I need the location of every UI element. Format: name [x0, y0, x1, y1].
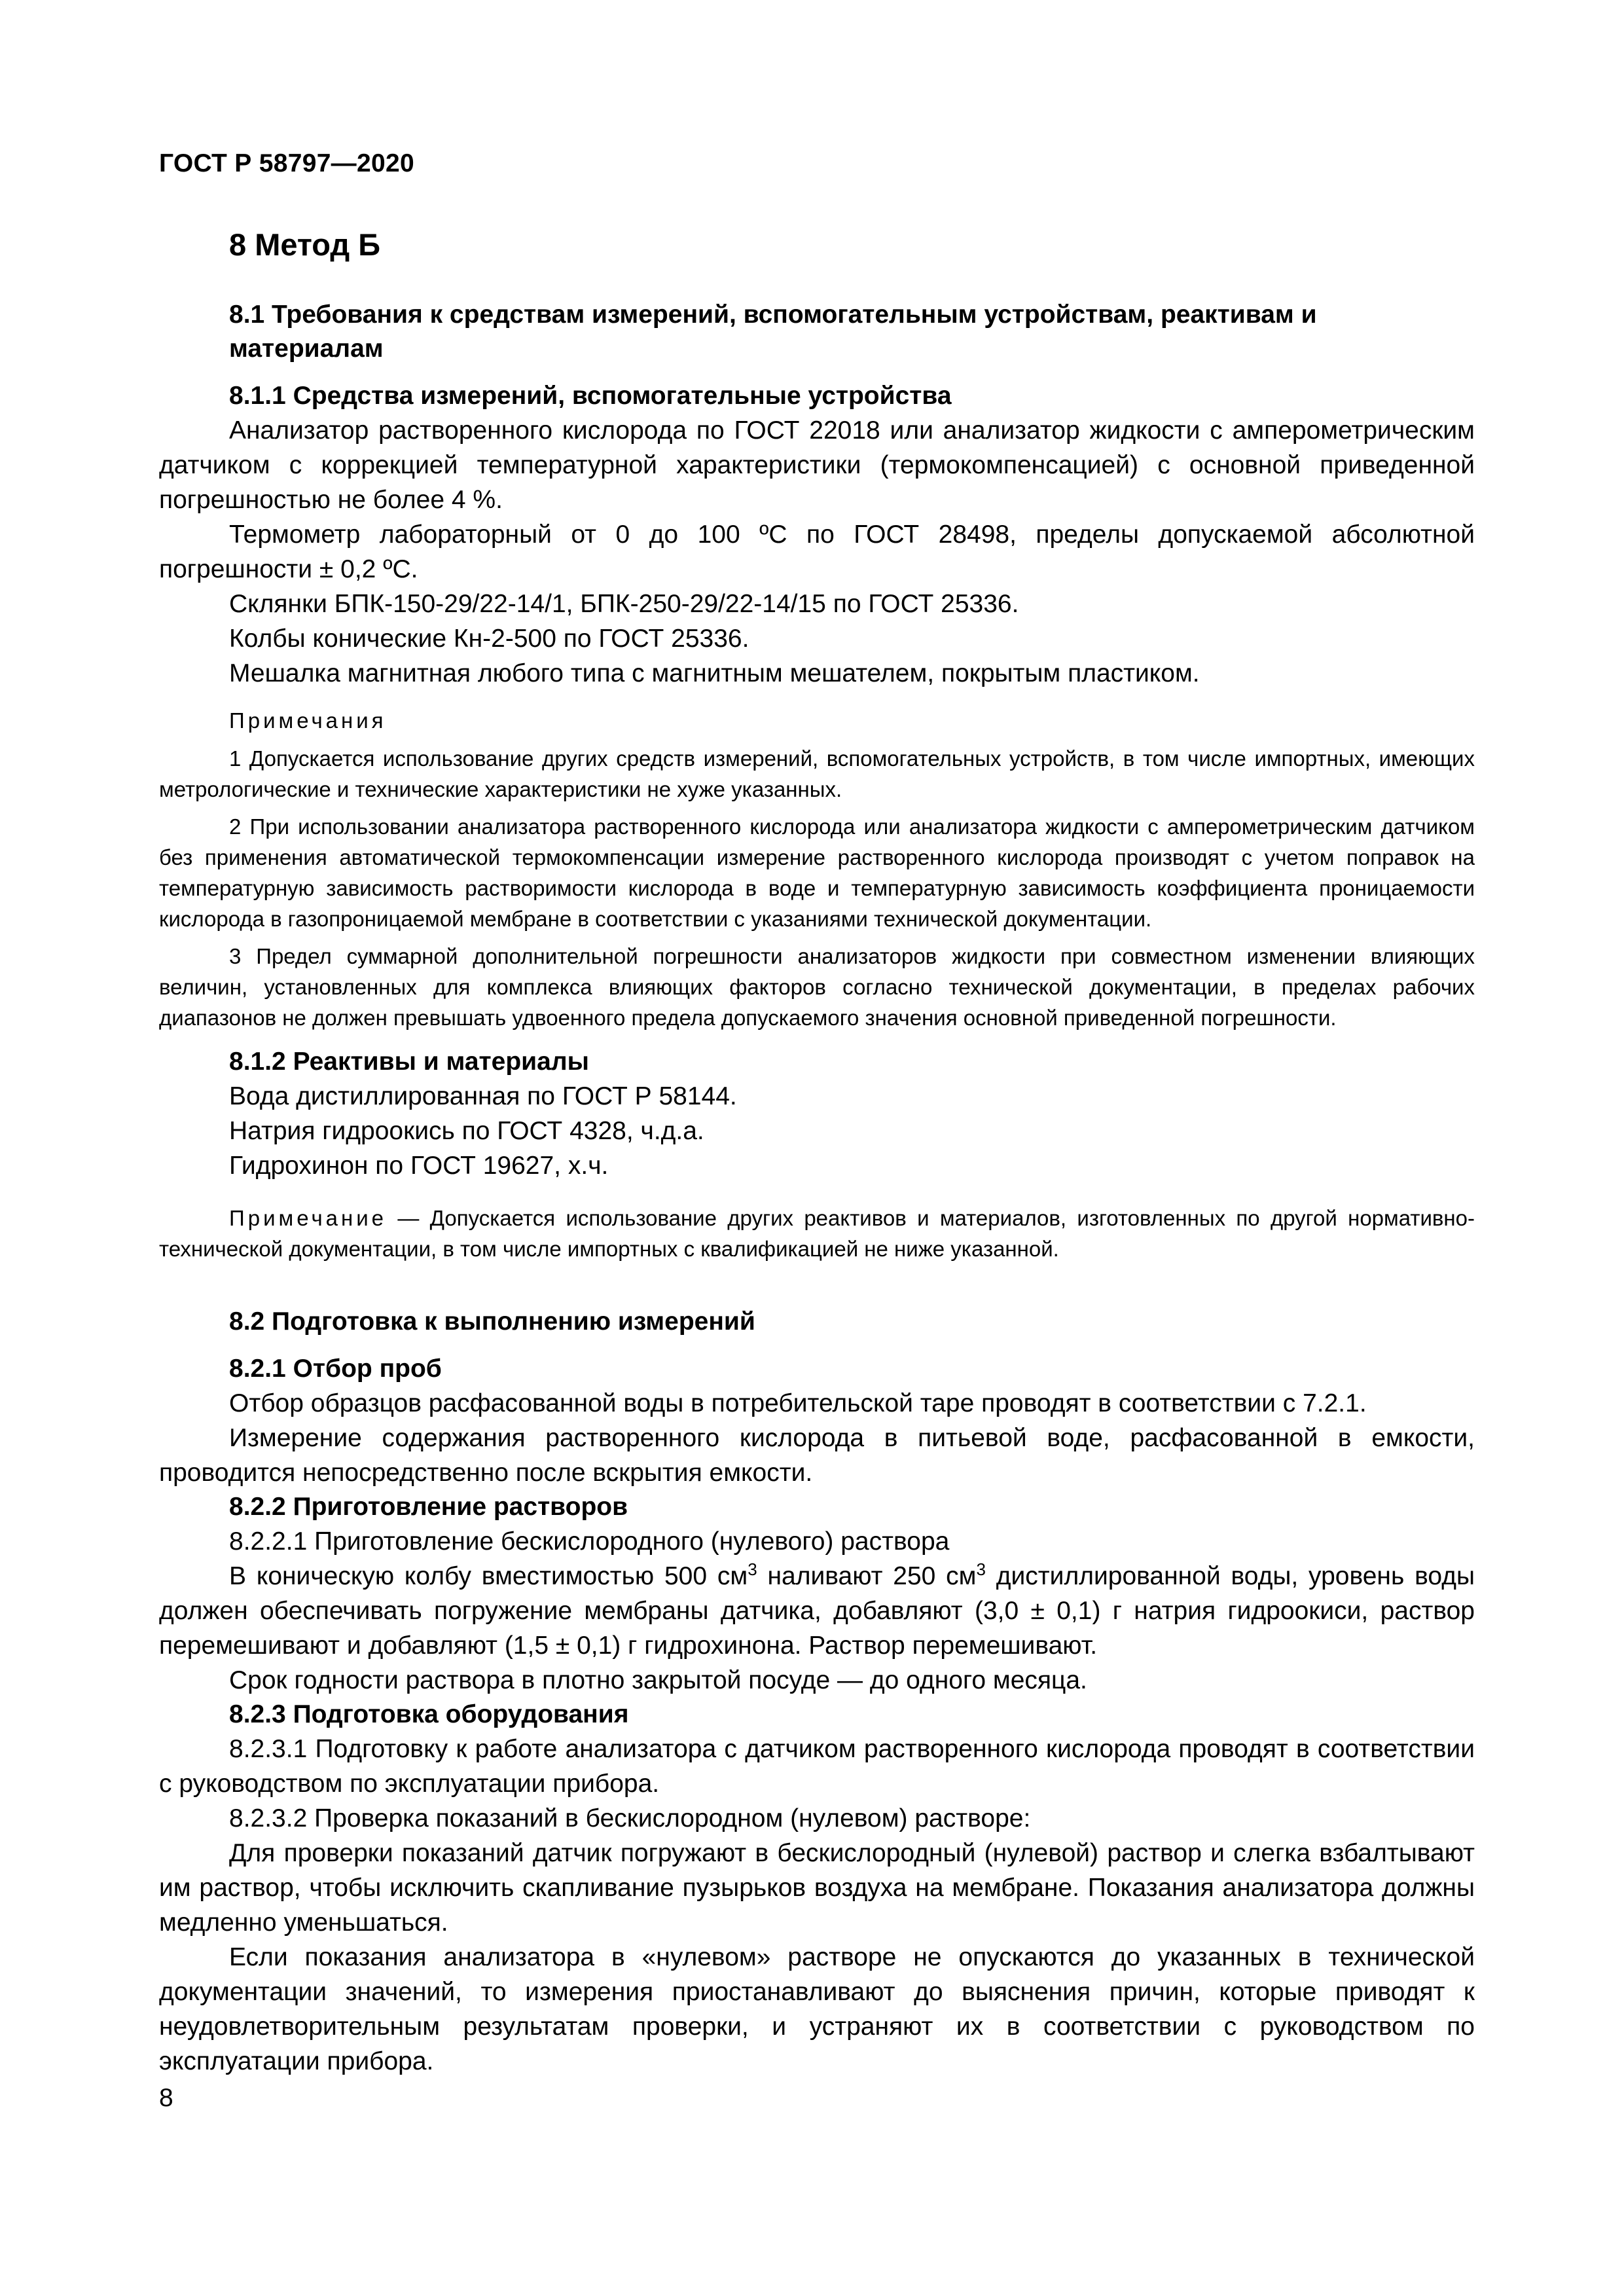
- section-8-1-1-title: 8.1.1 Средства измерений, вспомогательные устройства: [229, 382, 952, 410]
- note-label: Примечание: [229, 1206, 388, 1230]
- solution-prep-part-c: дистиллированной воды, уровень воды должен обеспечивать погружение мембраны датчика, добавляют (3,0 ± 0,1) г натрия гидроокиси, раствор перемешивают и добавляют (1,5 ± 0,1) г гидрохинона. Раствор перемешивают.: [159, 1562, 1475, 1660]
- paragraph-thermometer: Термометр лабораторный от 0 до 100 ºС по ГОСТ 28498, пределы допускаемой абсолютной погрешности ± 0,2 ºС.: [159, 520, 1475, 583]
- section-8-2-title: 8.2 Подготовка к выполнению измерений: [229, 1307, 755, 1336]
- paragraph-8-2-3-1: 8.2.3.1 Подготовку к работе анализатора с датчиком растворенного кислорода проводят в соответствии с руководством по эксплуатации прибора.: [159, 1735, 1475, 1798]
- note-reagents: [159, 1203, 1475, 1264]
- note-1: 1 Допускается использование других средств измерений, вспомогательных устройств, в том числе импортных, имеющих метрологические и технические характеристики не хуже указанных.: [159, 746, 1475, 801]
- section-8-1-title: 8.1 Требования к средствам измерений, вспомогательным устройствам, реактивам и материалам: [229, 301, 1317, 363]
- section-8-1-2-title: 8.1.2 Реактивы и материалы: [229, 1048, 589, 1076]
- paragraph-distilled-water: Вода дистиллированная по ГОСТ Р 58144.: [229, 1082, 737, 1110]
- solution-prep-part-b: наливают 250 см: [757, 1562, 977, 1590]
- paragraph-hydroquinone: Гидрохинон по ГОСТ 19627, х.ч.: [229, 1152, 609, 1180]
- paragraph-sampling: Отбор образцов расфасованной воды в потребительской таре проводят в соответствии с 7.2.1.: [229, 1389, 1367, 1417]
- note-2: 2 При использовании анализатора растворенного кислорода или анализатора жидкости с амперометрическим датчиком без применения автоматической термокомпенсации измерение растворенного кислорода производят с учетом поправок на температурную зависимость растворимости кислорода в воде и температурную зависимость коэффициента проницаемости кислорода в газопроницаемой мембране в соответствии с указаниями технической документации.: [159, 814, 1475, 931]
- paragraph-zero-failure: Если показания анализатора в «нулевом» растворе не опускаются до указанных в технической документации значений, то измерения приостанавливают до выяснения причин, которые приводят к неудовлетворительным результатам проверки, и устраняют их в соответствии с руководством по эксплуатации прибора.: [159, 1943, 1475, 2075]
- page-content: [159, 226, 1475, 2079]
- paragraph-measurement-timing: Измерение содержания растворенного кислорода в питьевой воде, расфасованной в емкости, проводится непосредственно после вскрытия емкости.: [159, 1424, 1475, 1487]
- paragraph-8-2-3-2: 8.2.3.2 Проверка показаний в бескислородном (нулевом) растворе:: [229, 1804, 1031, 1832]
- section-8-title: 8 Метод Б: [229, 227, 381, 262]
- paragraph-analyzer: Анализатор растворенного кислорода по ГОСТ 22018 или анализатор жидкости с амперометрическим датчиком с коррекцией температурной характеристики (термокомпенсацией) с основной приведенной погрешностью не более 4 %.: [159, 416, 1475, 514]
- paragraph-8-2-2-1: 8.2.2.1 Приготовление бескислородного (нулевого) раствора: [229, 1527, 950, 1556]
- paragraph-magnetic-stirrer: Мешалка магнитная любого типа с магнитным мешателем, покрытым пластиком.: [229, 659, 1200, 687]
- section-8-2-3-title: 8.2.3 Подготовка оборудования: [229, 1700, 629, 1728]
- note-text: — Допускается использование других реактивов и материалов, изготовленных по другой нормативно-технической документации, в том числе импортных с квалификацией не ниже указанной.: [159, 1206, 1475, 1261]
- paragraph-shelf-life: Срок годности раствора в плотно закрытой посуде — до одного месяца.: [229, 1666, 1087, 1694]
- section-8-2-1-title: 8.2.1 Отбор проб: [229, 1355, 442, 1383]
- section-8-2-2-title: 8.2.2 Приготовление растворов: [229, 1493, 628, 1521]
- page-number: 8: [159, 2084, 173, 2112]
- superscript-cubic-2: 3: [976, 1559, 986, 1579]
- solution-prep-part-a: В коническую колбу вместимостью 500 см: [229, 1562, 748, 1590]
- paragraph-conical-flasks: Колбы конические Кн-2-500 по ГОСТ 25336.: [229, 625, 749, 653]
- paragraph-flasks-bpk: Склянки БПК-150-29/22-14/1, БПК-250-29/22-14/15 по ГОСТ 25336.: [229, 590, 1019, 618]
- notes-heading: Примечания: [229, 708, 387, 733]
- paragraph-zero-check: Для проверки показаний датчик погружают в бескислородный (нулевой) раствор и слегка взбалтывают им раствор, чтобы исключить скапливание пузырьков воздуха на мембране. Показания анализатора должны медленно уменьшаться.: [159, 1839, 1475, 1937]
- document-code-header: ГОСТ Р 58797—2020: [159, 149, 414, 177]
- superscript-cubic-1: 3: [748, 1559, 757, 1579]
- paragraph-solution-prep: [159, 1559, 1475, 1663]
- paragraph-sodium-hydroxide: Натрия гидроокись по ГОСТ 4328, ч.д.а.: [229, 1117, 704, 1145]
- note-3: 3 Предел суммарной дополнительной погрешности анализаторов жидкости при совместном изменении влияющих величин, установленных для комплекса влияющих факторов согласно технической документации, в пределах рабочих диапазонов не должен превышать удвоенного предела допускаемого значения основной приведенной погрешности.: [159, 944, 1475, 1030]
